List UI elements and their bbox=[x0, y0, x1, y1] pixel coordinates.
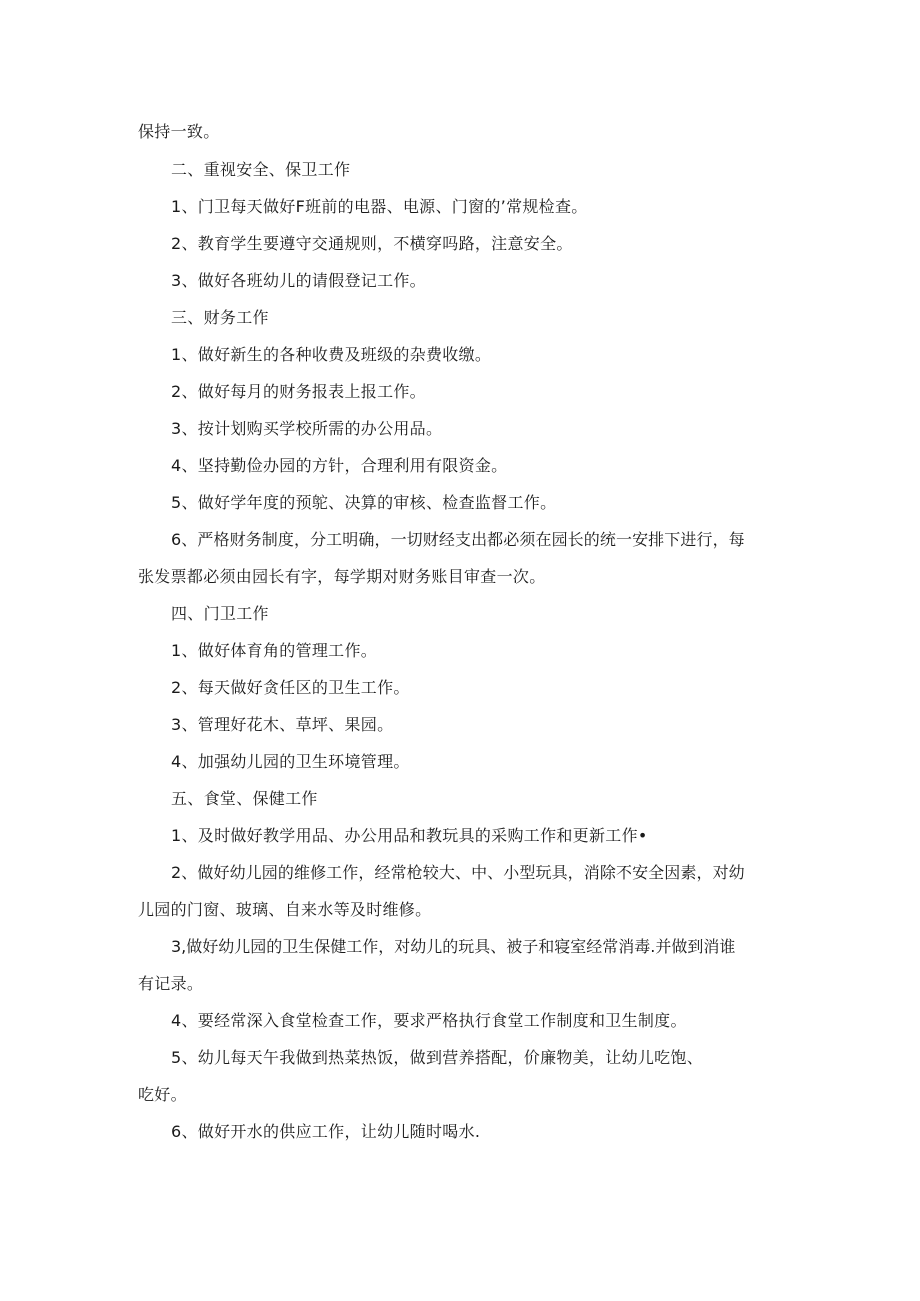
list-item: 1、及时做好教学用品、办公用品和教玩具的采购工作和更新工作• bbox=[171, 826, 648, 845]
list-item-continuation: 儿园的门窗、玻璃、自来水等及时维修。 bbox=[138, 900, 432, 919]
list-item: 4、要经常深入食堂检查工作，要求严格执行食堂工作制度和卫生制度。 bbox=[171, 1011, 687, 1030]
list-item-continuation: 张发票都必须由园长有字，每学期对财务账目审查一次。 bbox=[138, 567, 546, 586]
list-item: 2、做好幼儿园的维修工作，经常枪较大、中、小型玩具，消除不安全因素，对幼 bbox=[171, 863, 745, 882]
list-item: 2、做好每月的财务报表上报工作。 bbox=[171, 382, 426, 401]
list-item: 1、门卫每天做好F班前的电器、电源、门窗的’常规检查。 bbox=[171, 197, 588, 216]
list-item: 6、严格财务制度，分工明确，一切财经支出都必须在园长的统一安排下进行，每 bbox=[171, 530, 745, 549]
list-item: 1、做好新生的各种收费及班级的杂费收缴。 bbox=[171, 345, 492, 364]
text-line: 保持一致。 bbox=[138, 122, 220, 141]
list-item: 5、幼儿每天午我做到热菜热饭，做到营养搭配，价廉物美，让幼儿吃饱、 bbox=[171, 1048, 704, 1067]
list-item: 4、加强幼儿园的卫生环境管理。 bbox=[171, 752, 410, 771]
list-item-continuation: 有记录。 bbox=[138, 974, 204, 993]
section-heading: 二、重视安全、保卫工作 bbox=[171, 160, 351, 179]
list-item: 3、做好各班幼儿的请假登记工作。 bbox=[171, 271, 426, 290]
list-item-continuation: 吃好。 bbox=[138, 1085, 187, 1104]
list-item: 1、做好体育角的管理工作。 bbox=[171, 641, 378, 660]
list-item: 3、按计划购买学校所需的办公用品。 bbox=[171, 419, 443, 438]
section-heading: 四、门卫工作 bbox=[171, 604, 269, 623]
list-item: 2、每天做好贪任区的卫生工作。 bbox=[171, 678, 410, 697]
list-item: 5、做好学年度的预鸵、决算的审核、检查监督工作。 bbox=[171, 493, 557, 512]
list-item: 3、管理好花木、草坪、果园。 bbox=[171, 715, 394, 734]
list-item: 2、教育学生要遵守交通规则，不横穿吗路，注意安全。 bbox=[171, 234, 573, 253]
section-heading: 五、食堂、保健工作 bbox=[171, 789, 318, 808]
section-heading: 三、财务工作 bbox=[171, 308, 269, 327]
list-item: 4、坚持勤俭办园的方针，合理利用有限资金。 bbox=[171, 456, 508, 475]
list-item: 3,做好幼儿园的卫生保健工作，对幼儿的玩具、被子和寝室经常消毒.并做到消谁 bbox=[171, 937, 736, 956]
list-item: 6、做好开水的供应工作，让幼儿随时喝水. bbox=[171, 1122, 481, 1141]
